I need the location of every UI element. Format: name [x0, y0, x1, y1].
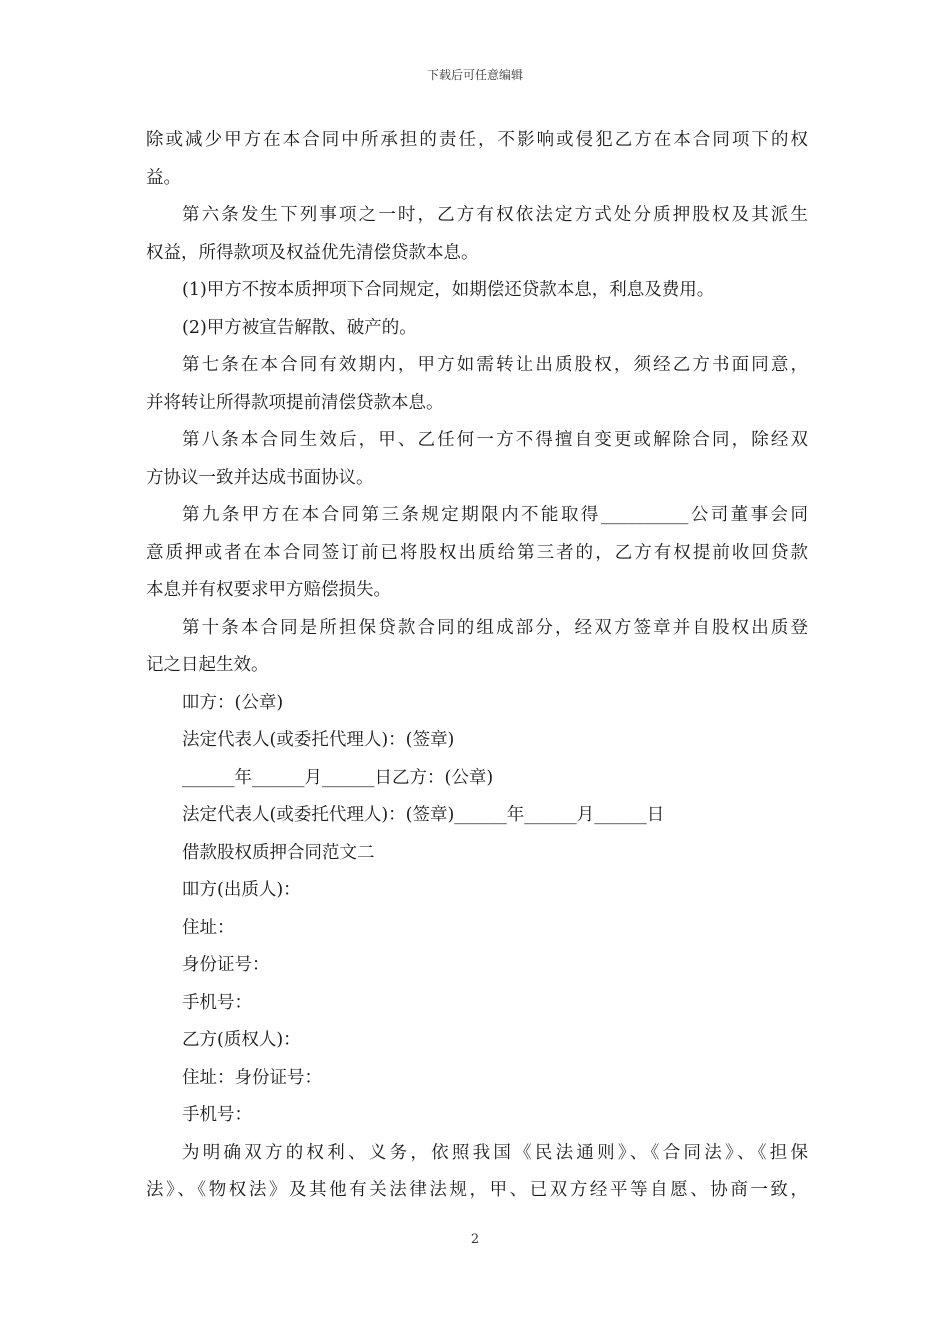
text-line: 手机号：	[182, 992, 252, 1013]
text-line: 并将转让所得款项提前清偿贷款本息。	[146, 392, 444, 413]
text-line: 住址：身份证号：	[182, 1067, 322, 1088]
text-line: 法》、《物权法》及其他有关法律法规，甲、已双方经平等自愿、协商一致，	[146, 1180, 808, 1200]
text-line: 法定代表人(或委托代理人)：(签章)	[182, 730, 455, 750]
text-line: 方协议一致并达成书面协议。	[146, 467, 374, 488]
text-line: 法定代表人(或委托代理人)：(签章)______年______月______日	[182, 805, 665, 825]
text-line: 除或减少甲方在本合同中所承担的责任，不影响或侵犯乙方在本合同项下的权	[146, 130, 808, 150]
text-line: 权益，所得款项及权益优先清偿贷款本息。	[146, 242, 479, 263]
text-line: 为明确双方的权利、义务，依照我国《民法通则》、《合同法》、《担保	[182, 1142, 808, 1163]
page-number: 2	[470, 1232, 480, 1247]
page-header: 下载后可任意编辑	[426, 68, 523, 82]
text-line: 乙方(质权人)：	[182, 1030, 301, 1050]
text-line: 第九条甲方在本合同第三条规定期限内不能取得__________公司董事会同	[182, 505, 808, 525]
text-line: 本息并有权要求甲方赔偿损失。	[146, 580, 391, 600]
text-line: 吅方：(公章)	[182, 692, 284, 713]
text-line: 第十条本合同是所担保贷款合同的组成部分，经双方签章并自股权出质登	[182, 617, 808, 638]
text-line: 第六条发生下列事项之一时，乙方有权依法定方式处分质押股权及其派生	[182, 205, 808, 225]
text-line: (1)甲方不按本质押项下合同规定，如期偿还贷款本息，利息及费用。	[182, 280, 715, 300]
text-line: 益。	[146, 167, 181, 188]
text-line: ______年______月______日乙方：(公章)	[182, 767, 494, 788]
text-line: (2)甲方被宣告解散、破产的。	[182, 317, 417, 338]
text-line: 意质押或者在本合同签订前已将股权出质给第三者的，乙方有权提前收回贷款	[146, 542, 808, 563]
text-line: 身份证号：	[182, 955, 270, 975]
text-line: 住址：	[182, 917, 235, 938]
text-line: 借款股权质押合同范文二	[182, 842, 375, 863]
text-line: 吅方(出质人)：	[182, 880, 301, 900]
text-line: 第八条本合同生效后，甲、乙任何一方不得擅自变更或解除合同，除经双	[182, 430, 808, 450]
text-line: 手机号：	[182, 1105, 252, 1125]
text-line: 第七条在本合同有效期内，甲方如需转让出质股权，须经乙方书面同意，	[182, 355, 808, 375]
document-body	[146, 122, 808, 1210]
text-line: 记之日起生效。	[146, 655, 269, 675]
